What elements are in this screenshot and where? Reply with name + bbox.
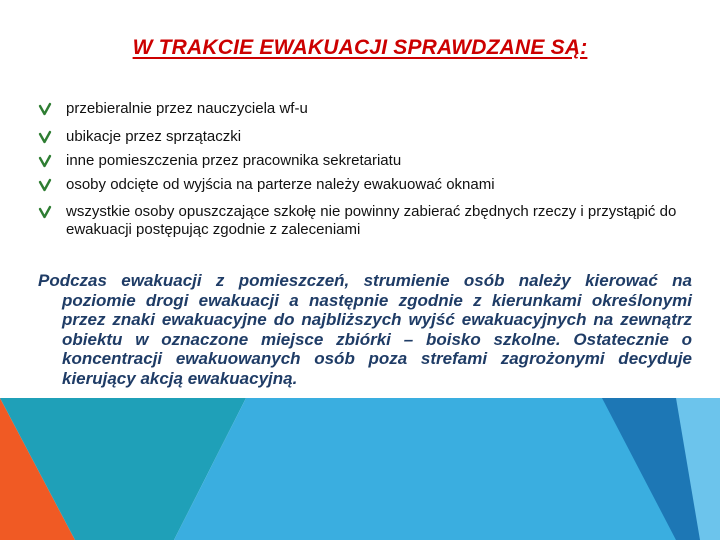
bullet-list [38,100,678,239]
list-item [38,152,678,170]
list-item-text: wszystkie osoby opuszczające szkołę nie powinny zabierać zbędnych rzeczy i przystąpić do ewakuacji postępując zgodnie z zaleceniami [66,203,677,238]
list-item [38,203,678,239]
deco-light-blue-shape [676,398,720,540]
slide-title: W TRAKCIE EWAKUACJI SPRAWDZANE SĄ: [132,36,588,59]
list-item [38,128,678,146]
list-item-text: ubikacje przez sprzątaczki [66,128,242,145]
evacuation-paragraph: Podczas ewakuacji z pomieszczeń, strumienie osób należy kierować na poziomie drogi ewakuacji a następnie zgodnie z kierunkami określonymi przez znaki ewakuacyjne do najbliższych wyjść ewakuacyjnych na zewnątrz obiektu w oznaczone miejsce zbiórki – boisko szkolne. Ostatecznie o koncentracji ewakuowanych osób poza strefami zagrożonymi decyduje kierujący akcją ewakuacyjną. [38,271,692,388]
checkmark-bullet-icon [38,176,52,194]
deco-teal-shape [0,398,246,540]
list-item [38,100,678,118]
deco-dark-blue-shape [602,398,720,540]
list-item [38,176,678,194]
checkmark-bullet-icon [38,128,52,146]
deco-orange-shape [0,398,75,540]
checkmark-bullet-icon [38,100,52,118]
checkmark-bullet-icon [38,152,52,170]
list-item-text: przebieralnie przez nauczyciela wf-u [66,100,308,117]
checkmark-bullet-icon [38,203,52,221]
list-item-text: osoby odcięte od wyjścia na parterze należy ewakuować oknami [66,176,495,193]
list-item-text: inne pomieszczenia przez pracownika sekretariatu [66,152,402,169]
deco-blue-shape [174,398,720,540]
